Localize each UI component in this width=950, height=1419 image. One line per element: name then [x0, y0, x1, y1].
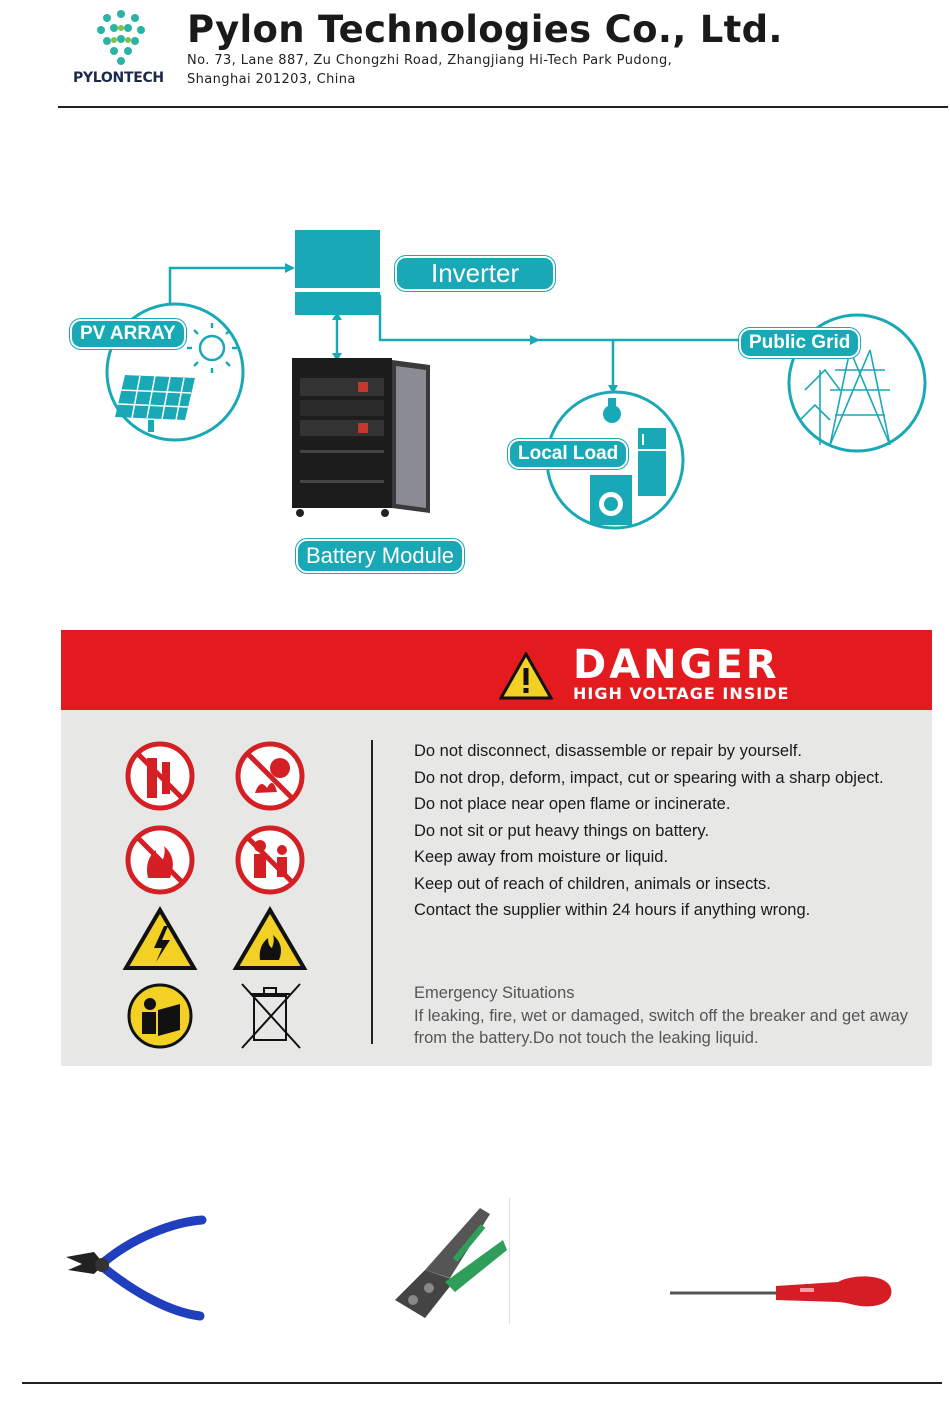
pv-to-inverter-line	[170, 268, 285, 305]
footer-rule	[22, 1382, 942, 1384]
danger-subtitle: HIGH VOLTAGE INSIDE	[573, 684, 790, 703]
no-children-icon	[238, 828, 302, 892]
fire-hazard-icon	[236, 910, 304, 968]
company-name: Pylon Technologies Co., Ltd.	[187, 8, 783, 51]
inverter-to-grid-line	[380, 295, 740, 340]
address-line-2: Shanghai 201203, China	[187, 72, 356, 87]
warning-item: Keep out of reach of children, animals or insects.	[414, 874, 771, 893]
warning-list	[414, 738, 884, 924]
warning-item: Contact the supplier within 24 hours if anything wrong.	[414, 901, 811, 919]
fridge-icon	[638, 428, 666, 496]
danger-icon-grid	[120, 738, 320, 1053]
danger-divider	[371, 740, 373, 1044]
logo-text: PYLONTECH	[73, 70, 164, 86]
electric-hazard-icon	[126, 910, 194, 968]
emergency-title: Emergency Situations	[414, 984, 575, 1002]
washing-machine-icon	[590, 475, 632, 525]
warning-item: Do not sit or put heavy things on battery.	[414, 821, 710, 840]
company-address	[187, 51, 672, 89]
local-load-label: Local Load	[510, 441, 626, 467]
inverter-label: Inverter	[397, 258, 553, 289]
power-tower-icon	[800, 350, 890, 445]
no-impact-icon	[238, 744, 302, 808]
sun-icon	[187, 323, 237, 373]
lightbulb-icon	[603, 398, 621, 423]
no-trash-bin-icon	[242, 984, 300, 1048]
pv-array-label: PV ARRAY	[72, 321, 184, 347]
warning-item: Do not place near open flame or incinerate.	[414, 795, 731, 813]
no-disassemble-icon	[128, 744, 192, 808]
inverter-box	[295, 230, 380, 315]
warning-item: Do not drop, deform, impact, cut or spearing with a sharp object.	[414, 768, 884, 787]
header-rule	[58, 106, 948, 108]
warning-item: Keep away from moisture or liquid.	[414, 848, 669, 866]
emergency-text: If leaking, fire, wet or damaged, switch off the breaker and get away from the battery.Do not touch the leaking liquid.	[414, 1007, 909, 1047]
solar-panel-icon	[115, 375, 195, 432]
crimping-tool-icon	[385, 1200, 510, 1325]
battery-cabinet	[292, 358, 430, 517]
warning-item: Do not disconnect, disassemble or repair by yourself.	[414, 742, 802, 760]
address-line-1: No. 73, Lane 887, Zu Chongzhi Road, Zhangjiang Hi-Tech Park Pudong,	[187, 53, 673, 68]
battery-module-label: Battery Module	[298, 541, 462, 571]
tool-divider	[509, 1198, 510, 1324]
no-fire-icon	[128, 828, 192, 892]
wire-cutter-icon	[64, 1212, 209, 1322]
danger-header	[61, 630, 932, 710]
read-manual-icon	[129, 985, 191, 1047]
danger-title: DANGER	[573, 642, 780, 688]
warning-triangle-icon	[499, 652, 553, 700]
public-grid-label: Public Grid	[741, 330, 858, 356]
pylontech-logo	[95, 10, 147, 66]
screwdriver-icon	[668, 1268, 893, 1313]
